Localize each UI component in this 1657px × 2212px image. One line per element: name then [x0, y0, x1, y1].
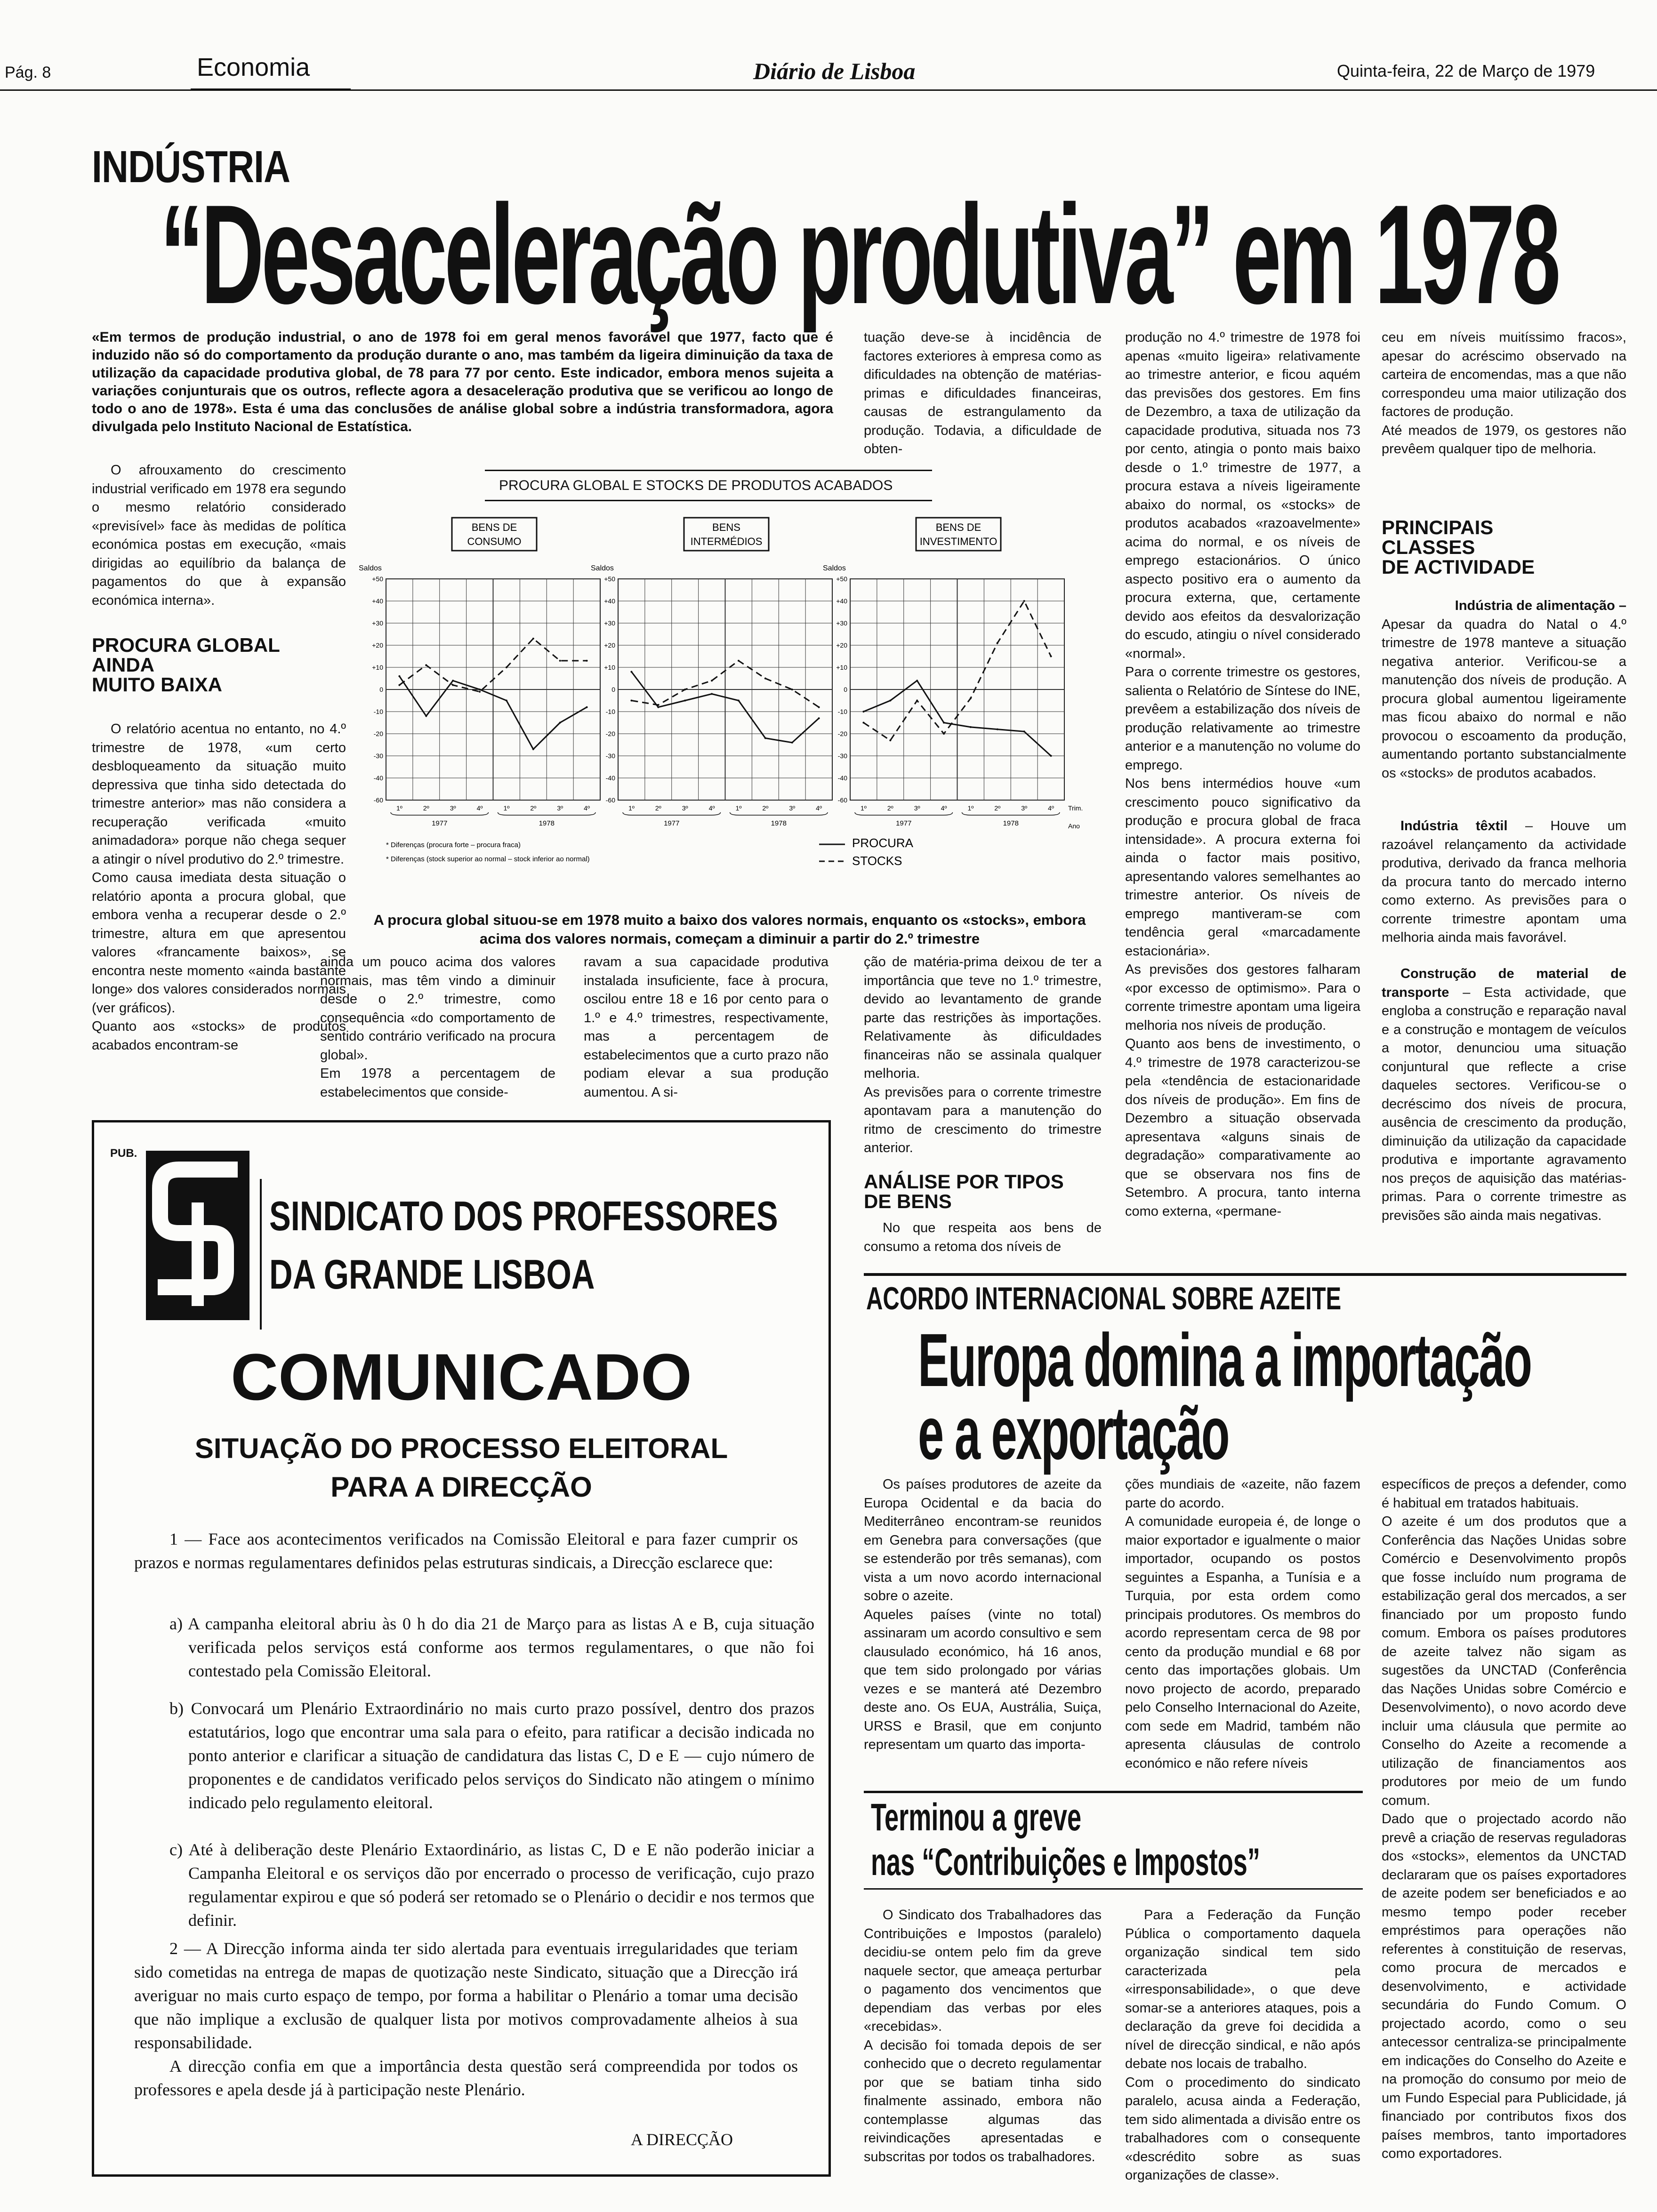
ad-subtitle-2: PARA A DIRECÇÃO — [330, 1471, 592, 1503]
chart-point-1-1-0 — [630, 700, 632, 702]
article2-column-1: Os países produtores de azeite da Europa Ocidental e da bacia do Mediterrâneo encontram-se reunidos em Genebra para conversações (que se estenderão por três semanas), com vista a um novo acordo internacional sobre o azeite. Aqueles países (vinte no total) assinaram um acordo consultivo e sem clausulado económico, há 16 anos, que tem sido prolongado por várias vezes e se manterá até Dezembro deste ano. Os EUA, Austrália, Suiça, URSS e Brasil, que em conjunto representam um quarto das importa- — [864, 1477, 1102, 1752]
ad-pub-label: PUB. — [110, 1147, 137, 1160]
chart-year-0-0: 1977 — [432, 819, 448, 827]
chart-ytick-1-6: -10 — [605, 708, 615, 715]
union-advertisement — [92, 1120, 831, 2177]
chart-ytick-1-2: +30 — [604, 619, 615, 627]
chart-year-bracket-0-0 — [391, 812, 489, 815]
chart-xtick-2-6: 3º — [1021, 804, 1028, 812]
chart-point-1-0-0 — [630, 671, 632, 673]
ad-item-a: a) A campanha eleitoral abriu às 0 h do dia 21 de Março para as listas A e B, cuja situação verificada pelos serviços está conforme aos termos regulamentares, o que não foi contestado pela Comissão Eleitoral. — [169, 1614, 814, 1680]
chart-xtick-0-5: 2º — [530, 804, 537, 812]
chart-ytick-2-8: -30 — [837, 752, 847, 760]
chart-ytick-0-10: -60 — [373, 796, 383, 804]
article-column-1b: O relatório acentua no entanto, no 4.º trimestre de 1978, «um certo desbloqueamento da situação muito depressiva que tinha sido detectada do trimestre anterior» mas não considera a recuperação verificada «muito animadadora» porque não chega sequer a atingir o nível produtivo do 2.º trimestre. Como causa imediata desta situação o relatório aponta a procura global, que embora venha a recuperar desde o 2.º trimestre, altura em que apresentou valores «francamente baixos», se encontra neste momento «ainda bastante longe» dos valores considerados normais (ver gráficos). Quanto aos «stocks» de produtos acabados encontram-se — [92, 721, 346, 1053]
chart-ytick-2-2: +30 — [836, 619, 847, 627]
chart-year-2-0: 1977 — [896, 819, 912, 827]
article-kicker: INDÚSTRIA — [92, 142, 290, 192]
chart-ytick-1-10: -60 — [605, 796, 615, 804]
chart-xtick-1-1: 2º — [655, 804, 661, 812]
chart-point-2-0-7 — [1050, 755, 1052, 757]
chart-point-1-0-2 — [684, 700, 686, 702]
chart-ano-label: Ano — [1068, 822, 1080, 830]
chart-point-1-0-6 — [791, 742, 793, 744]
chart-trim-label: Trim. — [1068, 804, 1083, 812]
chart-year-bracket-1-1 — [730, 812, 828, 815]
article2-headline-1: Europa domina a importação — [918, 1318, 1531, 1402]
ad-paragraph-3: A direcção confia em que a importância desta questão será compreendida por todos os professores e apela desde já à participação neste Plenário. — [134, 2057, 798, 2099]
chart-footnote-1: * Diferenças (procura forte – procura fraca) — [386, 841, 521, 849]
chart-point-2-1-0 — [862, 722, 864, 724]
chart-point-0-1-6 — [559, 660, 561, 662]
chart-xtick-0-4: 1º — [503, 804, 510, 812]
section-name: Economia — [197, 53, 310, 81]
ad-item-b: b) Convocará um Plenário Extraordinário no mais curto prazo possível, dentro dos prazos estatutários, logo que encontrar uma sala para o efeito, para ratificar a decisão indicada no ponto anterior e clarificar a situação de candidatura das listas C, D e E — cujo número de proponentes e de candidatos verificado pelos serviços do Sindicato não atingem o mínimo indicado pelo regulamento eleitoral. — [169, 1699, 814, 1812]
chart-point-2-0-6 — [1023, 730, 1025, 732]
ad-signature: A DIRECÇÃO — [631, 2130, 733, 2149]
article3-column-2: Para a Federação da Função Pública o comportamento daquela organização sindical tem sido caracterizada pela «irresponsabilidade», o que deve somar-se a anteriores ataques, pois a declaração da greve foi decidida a nível de direcção sindical, e não após debate nos locais de trabalho. Com o procedimento do sindicato paralelo, acusa ainda a Federação, tem sido alimentada a divisão entre os trabalhadores com o consequente «descrédito sobre as suas organizações de classe». — [1125, 1907, 1360, 2183]
chart-point-2-0-1 — [889, 700, 891, 702]
chart-point-2-0-3 — [943, 722, 945, 724]
chart-xtick-0-6: 3º — [557, 804, 563, 812]
chart-point-2-0-5 — [997, 729, 998, 730]
chart-point-0-1-7 — [586, 660, 588, 662]
article-lead: «Em termos de produção industrial, o ano de 1978 foi em geral menos favorável que 1977, facto que é induzido não só do comportamento da produção durante o ano, mas também da ligeira diminuição da taxa de utilização da capacidade produtiva global, de 78 para 77 por cento. Este indicador, embora menos sujeita a variações conjunturais que os outros, reflecte agora a desaceleração produtiva que se verificou ao longo de todo o ano de 1978». Esta é uma das conclusões de análise global sobre a indústria transformadora, agora divulgada pelo Instituto Nacional de Estatística. — [92, 329, 833, 434]
chart-xtick-1-4: 1º — [735, 804, 742, 812]
article3-column-1: O Sindicato dos Trabalhadores das Contribuições e Impostos (paralelo) decidiu-se ontem pelo fim da greve naquele sector, que ameaça perturbar o pagamento dos vencimentos que dependiam das verbas por eles «recebidas». A decisão foi tomada depois de ser conhecido que o decreto regulamentar por que se batiam tinha sido finalmente assinado, embora não contemplasse algumas das reivindicações apresentadas e subscritas por todos os trabalhadores. — [864, 1907, 1102, 2164]
chart-ytick-1-0: +50 — [604, 575, 615, 583]
chart-point-0-0-0 — [398, 675, 400, 677]
ad-vertical-rule — [260, 1179, 262, 1330]
article-column-5: produção no 4.º trimestre de 1978 foi apenas «muito ligeira» relativamente ao trimestre anterior, e ficou aquém das previsões dos gestores. Em fins de Dezembro, a taxa de utilização da capacidade produtiva, situada nos 73 por cento, atingia o ponto mais baixo desde o 1.º trimestre de 1977, a procura estava a níveis ligeiramente abaixo do normal, os «stocks» de produtos acabados «razoavelmente» acima do normal, e os níveis de emprego estacionários. O único aspecto positivo era o aumento da procura externa, que, certamente devido aos efeitos da desvalorização do escudo, atingiu o nível considerado «normal». Para o corrente trimestre os gestores, salienta o Relatório de Síntese do INE, prevêem a estabilização dos níveis de produção relativamente ao trimestre anterior e a manutenção no volume do emprego. Nos bens intermédios houve «um crescimento pouco significativo da produção e procura global de fraca intensidade». A procura externa foi ainda o factor mais positivo, apresentando valores semelhantes ao trimestre anterior. Os níveis de emprego mantiveram-se com tendência geral «marcadamente estacionária». As previsões dos gestores falharam «por excesso de optimismo». Para o corrente trimestre apontam uma ligeira melhoria nos níveis de produção. Quanto aos bens de investimento, o 4.º trimestre de 1978 caracterizou-se pela «tendência de estacionaridade dos níveis de produção». Em fins de Dezembro a situação observada apresentava «alguns sinais de degradação» comparativamente ao que se observara nos fins de Setembro. A procura, tanto interna como externa, «permane- — [1125, 330, 1360, 1219]
chart-point-2-1-5 — [997, 642, 998, 644]
chart-ytick-0-9: -40 — [373, 774, 383, 782]
charts-panel — [358, 518, 1083, 922]
construcao-head: Construção de material de transporte — [1382, 966, 1626, 1000]
chart-ytick-2-1: +40 — [836, 597, 847, 605]
article2-kicker: ACORDO INTERNACIONAL SOBRE AZEITE — [866, 1281, 1342, 1316]
chart-xtick-2-0: 1º — [860, 804, 867, 812]
chart-ytick-2-9: -40 — [837, 774, 847, 782]
chart-ytick-2-10: -60 — [837, 796, 847, 804]
chart-point-0-0-3 — [479, 689, 481, 690]
chart-point-2-1-2 — [916, 700, 918, 702]
ad-paragraph-2: 2 — A Direcção informa ainda ter sido alertada para eventuais irregularidades que teriam sido cometidas na entrega de mapas de quotização neste Sindicato, situação que a Direcção irá averiguar no mais curto espaço de tempo, por forma a habilitar o Plenário a tomar uma decisão que não implique a exclusão de qualquer lista por motivos comprovadamente alheios à sua responsabilidade. — [134, 1939, 798, 2052]
chart-ytick-2-7: -20 — [837, 730, 847, 737]
article2-column-3: específicos de preços a defender, como é habitual em tratados habituais. O azeite é um dos produtos que a Conferência das Nações Unidas sobre Comércio e Desenvolvimento propôs que fosse incluído num programa de estabilização geral dos mercados, a ser financiado por um proposto fundo comum. Embora os países produtores de azeite talvez não sigam as sugestões da UNCTAD (Conferência das Nações Unidas sobre Comércio e Desenvolvimento), o novo acordo deve incluir uma cláusula que permite ao Conselho do Azeite a recomende a utilização de financiamentos aos produtores por meio de um fundo comum. Dado que o projectado acordo não prevê a criação de reservas reguladoras dos «stocks», elementos da UNCTAD declararam que os países exportadores de azeite podem ser beneficiados e ao mesmo tempo poder receber empréstimos para operações não referentes à constituição de reservas, como procura de mercados e desenvolvimento, e actividade secundária do Fundo Comum. O projectado acordo, como o seu antecessor centraliza-se principalmente em indicações do Conselho do Azeite e na promoção do consumo por meio de um Fundo Especial para Publicidade, já financiado por contributos fixos dos países membros, tanto importadores como exportadores. — [1382, 1477, 1626, 2161]
chart-point-1-1-5 — [764, 678, 766, 680]
subhead-principais-classes: PRINCIPAIS CLASSES DE ACTIVIDADE — [1382, 516, 1535, 578]
chart-title-0: BENS DE — [471, 521, 517, 533]
chart-ytick-0-2: +30 — [372, 619, 383, 627]
chart-xtick-2-5: 2º — [994, 804, 1001, 812]
article-column-6: ceu em níveis muitíssimo fracos», apesar do acréscimo observado na carteira de encomendas, mas a que não correspondeu uma maior utilização dos factores de produção. Até meados de 1979, os gestores não prevêem qualquer tipo de melhoria. — [1382, 330, 1626, 457]
chart-ytick-1-5: 0 — [611, 686, 615, 693]
chart-ytick-0-7: -20 — [373, 730, 383, 737]
chart-xtick-2-2: 3º — [914, 804, 920, 812]
legend-procura-label: PROCURA — [852, 836, 914, 850]
chart-xtick-0-1: 2º — [423, 804, 429, 812]
chart-point-2-1-7 — [1050, 656, 1052, 657]
chart-year-bracket-2-0 — [855, 812, 953, 815]
chart-ylabel-1: Saldos — [591, 564, 614, 572]
chart-ytick-0-1: +40 — [372, 597, 383, 605]
chart-title-line2-1: INTERMÉDIOS — [690, 536, 763, 547]
chart-title-line2-0: CONSUMO — [467, 536, 522, 547]
textil-paragraph — [1382, 817, 1626, 947]
chart-ytick-0-0: +50 — [372, 575, 383, 583]
chart-point-1-1-4 — [738, 660, 740, 662]
subhead-analise-tipos: ANÁLISE POR TIPOS DE BENS — [864, 1170, 1064, 1212]
textil-head: Indústria têxtil — [1400, 818, 1508, 834]
chart-point-0-0-7 — [586, 706, 588, 708]
chart-title-line2-2: INVESTIMENTO — [919, 536, 997, 547]
chart-xtick-2-4: 1º — [967, 804, 974, 812]
article-column-1a: O afrouxamento do crescimento industrial verificado em 1978 era segundo o mesmo relatório considerado «previsível» face às medidas de política económica postas em execução, «mais dirigidas ao equilíbrio da balança de pagamentos do que à expansão económica interna». — [92, 463, 346, 608]
construcao-paragraph — [1382, 965, 1626, 1225]
chart-point-2-1-6 — [1023, 600, 1025, 602]
chart-xtick-0-2: 3º — [450, 804, 456, 812]
chart-ytick-2-0: +50 — [836, 575, 847, 583]
chart-ytick-1-7: -20 — [605, 730, 615, 737]
construcao-text: – Esta actividade, que engloba a construção e reparação naval e a construção e montagem de veículos a motor, denunciou uma situação conjuntural que reflecte a crise daqueles sectores. Verificou-se o decréscimo dos níveis de procura, ausência de crescimento da produção, diminuição da utilização da capacidade produtiva e importante agravamento nos preços de aquisição das matérias-primas. Para o corrente trimestre as previsões são ainda mais negativas. — [1382, 985, 1626, 1223]
article3-headline-2: nas “Contribuições e Impostos” — [871, 1841, 1260, 1883]
alimentacao-head: Indústria de alimentação – — [1455, 598, 1626, 613]
chart-caption: A procura global situou-se em 1978 muito a baixo dos valores normais, enquanto os «stocks», embora acima dos valores normais, começam a diminuir a partir do 2.º trimestre — [373, 912, 1086, 947]
union-logo-icon — [146, 1151, 249, 1320]
masthead: Diário de Lisboa — [753, 58, 916, 84]
chart-ytick-1-4: +10 — [604, 664, 615, 671]
chart-point-1-0-1 — [657, 706, 659, 708]
article3-headline-rule — [864, 1888, 1363, 1890]
textil-text: – Houve um razoável relançamento da actividade produtiva, derivado da franca melhoria da procura tanto do mercado interno como externo. As previsões para o corrente trimestre apontam uma melhoria ainda mais favorável. — [1382, 818, 1626, 945]
article-headline: “Desaceleração produtiva” em 1978 — [160, 175, 1558, 333]
chart-year-1-1: 1978 — [771, 819, 787, 827]
chart-xtick-1-6: 3º — [789, 804, 796, 812]
chart-point-0-0-6 — [559, 722, 561, 724]
chart-point-1-0-5 — [764, 737, 766, 739]
chart-ytick-0-5: 0 — [379, 686, 383, 693]
chart-point-1-1-1 — [657, 704, 659, 706]
ad-org-line2: DA GRANDE LISBOA — [269, 1251, 595, 1298]
chart-point-0-1-4 — [506, 666, 507, 668]
chart-xtick-0-0: 1º — [396, 804, 402, 812]
chart-point-1-0-7 — [818, 717, 820, 719]
chart-ylabel-0: Saldos — [359, 564, 382, 572]
chart-year-bracket-0-1 — [498, 812, 596, 815]
page-number: Pág. 8 — [5, 64, 51, 81]
chart-point-0-0-2 — [452, 680, 454, 681]
chart-ytick-1-3: +20 — [604, 641, 615, 649]
chart-ytick-0-4: +10 — [372, 664, 383, 671]
chart-point-2-1-1 — [889, 739, 891, 741]
chart-title-rule — [485, 500, 932, 501]
chart-ylabel-2: Saldos — [823, 564, 846, 572]
chart-title-1: BENS — [712, 521, 740, 533]
alimentacao-paragraph — [1382, 597, 1626, 783]
article-column-4b: No que respeita aos bens de consumo a retoma dos níveis de — [864, 1220, 1102, 1254]
chart-ytick-2-3: +20 — [836, 641, 847, 649]
chart-ytick-2-5: 0 — [844, 686, 847, 693]
ad-item-c: c) Até à deliberação deste Plenário Extaordinário, as listas C, D e E não poderão iniciar a Campanha Eleitoral e os serviços dão por encerrado o processo de verificação, cujo prazo regulamentar expirou e que só poderá ser retomado se o Plenário o decidir e nos termos que definir. — [169, 1840, 814, 1930]
chart-ytick-2-4: +10 — [836, 664, 847, 671]
chart-xtick-1-5: 2º — [762, 804, 769, 812]
chart-xtick-0-7: 4º — [584, 804, 590, 812]
chart-point-1-1-3 — [711, 680, 713, 681]
chart-point-2-1-4 — [970, 697, 972, 699]
article2-top-rule — [864, 1273, 1626, 1276]
chart-year-0-1: 1978 — [539, 819, 555, 827]
chart-point-2-1-3 — [943, 733, 945, 735]
chart-xtick-2-1: 2º — [887, 804, 893, 812]
chart-year-bracket-1-0 — [623, 812, 721, 815]
ad-org-line1: SINDICATO DOS PROFESSORES — [269, 1193, 778, 1239]
article-column-4: ção de matéria-prima deixou de ter a importância que teve no 1.º trimestre, devido ao levantamento de grande parte das restrições às importações. Relativamente às dificuldades financeiras não se assinala qualquer melhoria. As previsões para o corrente trimestre apontavam para a manutenção do ritmo de crescimento do trimestre anterior. — [864, 954, 1102, 1155]
header-rule — [0, 89, 1657, 91]
article2-column-2: ções mundiais de «azeite, não fazem parte do acordo. A comunidade europeia é, de longe o maior exportador e igualmente o maior importador, ocupando os postos seguintes a Espanha, a Tunísia e a Turquia, por esta ordem como principais produtores. Os membros do acordo representam cerca de 98 por cento da produção mundial e 68 por cento das importações globais. Um novo projecto de acordo, preparado pelo Conselho Internacional do Azeite, com sede em Madrid, também não apresenta cláusulas de controlo económico e não refere níveis — [1125, 1477, 1360, 1771]
ad-subtitle-1: SITUAÇÃO DO PROCESSO ELEITORAL — [194, 1433, 728, 1464]
article3-top-rule — [864, 1791, 1363, 1793]
chart-ytick-0-8: -30 — [373, 752, 383, 760]
chart-ytick-1-9: -40 — [605, 774, 615, 782]
chart-xtick-1-7: 4º — [816, 804, 822, 812]
chart-xtick-1-0: 1º — [628, 804, 635, 812]
alimentacao-text: Apesar da quadra do Natal o 4.º trimestre de 1978 manteve a situação negativa anterior. Verificou-se a manutenção dos níveis de produção. A procura global aumentou ligeiramente mas ficou abaixo do normal e não provocou o escoamento da produção, aumentando portanto substancialmente os «stocks» de produtos acabados. — [1382, 617, 1626, 781]
chart-ytick-0-3: +20 — [372, 641, 383, 649]
chart-title-2: BENS DE — [935, 521, 981, 533]
article-column-4-top: tuação deve-se à incidência de factores exteriores à empresa como as dificuldades na obtenção de matérias-primas e dificuldades financeiras, causas de estrangulamento da produção. Todavia, a dificuldade de obten- — [864, 330, 1102, 457]
chart-year-2-1: 1978 — [1003, 819, 1019, 827]
chart-year-bracket-2-1 — [962, 812, 1060, 815]
chart-point-1-1-6 — [791, 689, 793, 690]
chart-point-1-1-7 — [818, 706, 820, 708]
chart-footnote-2: * Diferenças (stock superior ao normal – stock inferior ao normal) — [386, 855, 590, 863]
union-logo — [146, 1151, 249, 1320]
chart-point-2-0-0 — [862, 711, 864, 713]
article-column-3: ravam a sua capacidade produtiva instalada insuficiente, face à procura, oscilou entre 18 e 16 por cento para o 1.º e 4.º trimestres, respectivamente, mas a percentagem de estabelecimentos que a curto prazo não podiam elevar a sua produção aumentou. A si- — [584, 954, 828, 1100]
chart-point-0-1-1 — [425, 664, 427, 666]
chart-point-0-1-3 — [479, 691, 481, 693]
chart-point-0-0-4 — [506, 700, 507, 702]
chart-point-2-0-2 — [916, 680, 918, 681]
chart-year-1-0: 1977 — [664, 819, 680, 827]
chart-ytick-2-6: -10 — [837, 708, 847, 715]
chart-ytick-1-1: +40 — [604, 597, 615, 605]
chart-point-0-1-0 — [398, 684, 400, 686]
chart-point-0-1-2 — [452, 684, 454, 686]
chart-ytick-0-6: -10 — [373, 708, 383, 715]
subhead-procura-global: PROCURA GLOBAL AINDA MUITO BAIXA — [92, 634, 280, 696]
chart-point-0-1-5 — [532, 638, 534, 640]
chart-point-1-0-4 — [738, 700, 740, 702]
chart-point-1-1-2 — [684, 689, 686, 690]
legend-stocks-label: STOCKS — [852, 854, 902, 868]
chart-xtick-0-3: 4º — [476, 804, 483, 812]
chart-ytick-1-8: -30 — [605, 752, 615, 760]
article-column-2: ainda um pouco acima dos valores normais, mas têm vindo a diminuir desde o 2.º trimestre, como consequência «do comportamento de sentido contrário verificado na procura global». Em 1978 a percentagem de estabelecimentos que conside- — [320, 954, 555, 1100]
ad-title: COMUNICADO — [231, 1340, 692, 1414]
chart-xtick-1-3: 4º — [708, 804, 715, 812]
ad-paragraph-1: 1 — Face aos acontecimentos verificados na Comissão Eleitoral e para fazer cumprir os prazos e normas regulamentares definidos pelas estruturas sindicais, a Direcção esclarece que: — [134, 1530, 798, 1572]
article2-headline-2: e a exportação — [918, 1391, 1229, 1475]
chart-point-1-0-3 — [711, 693, 713, 695]
chart-point-2-0-4 — [970, 726, 972, 728]
chart-xtick-2-7: 4º — [1048, 804, 1054, 812]
chart-xtick-2-3: 4º — [941, 804, 947, 812]
chart-xtick-1-2: 3º — [682, 804, 688, 812]
chart-super-title: PROCURA GLOBAL E STOCKS DE PRODUTOS ACABADOS — [499, 478, 893, 493]
chart-point-0-0-1 — [425, 715, 427, 717]
article3-headline-1: Terminou a greve — [871, 1796, 1082, 1839]
issue-date: Quinta-feira, 22 de Março de 1979 — [1337, 61, 1595, 80]
chart-top-rule — [485, 470, 932, 471]
chart-point-0-0-5 — [532, 748, 534, 750]
